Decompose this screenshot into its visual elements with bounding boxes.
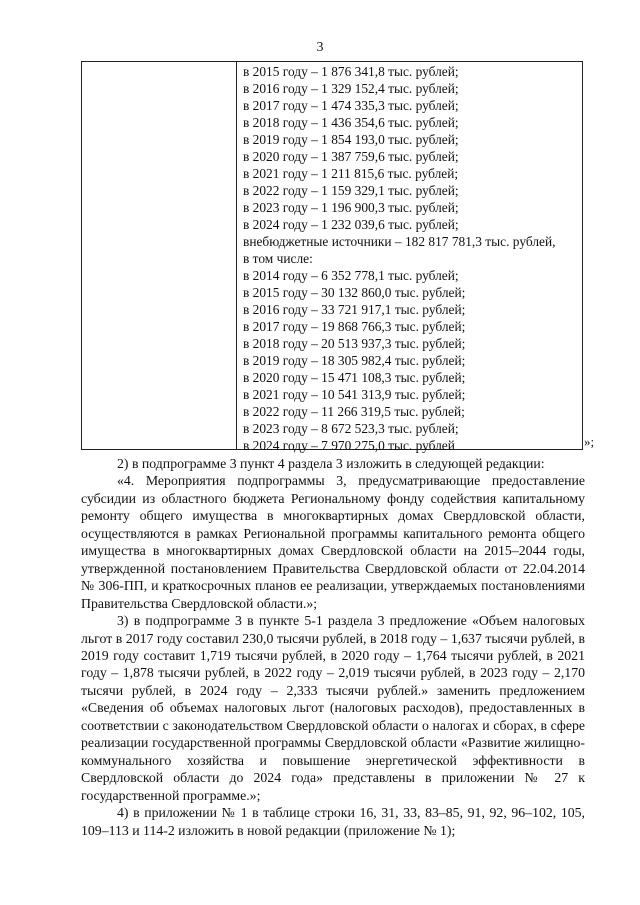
funding-line: в 2016 году – 1 329 152,4 тыс. рублей; — [243, 81, 459, 96]
funding-line: в 2016 году – 33 721 917,1 тыс. рублей; — [243, 302, 466, 317]
funding-table — [81, 61, 583, 453]
funding-line: в 2020 году – 15 471 108,3 тыс. рублей; — [243, 370, 466, 385]
funding-line: в 2022 году – 1 159 329,1 тыс. рублей; — [243, 183, 459, 198]
paragraph-4: «4. Мероприятия подпрограммы 3, предусматривающие предоставление субсидии из областного бюджета Региональному фонду содействия капитальному ремонту общего имущества в многоквартирных домах Свердловской области, осуществляются в рамках Региональной программы капитального ремонта общего имущества в многоквартирных домах Свердловской области на 2015–2044 годы, утвержденной постановлением Правительства Свердловской области от 22.04.2014 № 306-ПП, и краткосрочных планов ее реализации, утверждаемых постановлениями Правительства Свердловской области.»; — [81, 473, 585, 611]
funding-line: в 2024 году – 7 970 275,0 тыс. рублей — [243, 438, 455, 453]
funding-line: в 2021 году – 10 541 313,9 тыс. рублей; — [243, 387, 466, 402]
funding-line: в 2020 году – 1 387 759,6 тыс. рублей; — [243, 149, 459, 164]
funding-line: в 2015 году – 30 132 860,0 тыс. рублей; — [243, 285, 466, 300]
page-number: 3 — [316, 40, 324, 55]
funding-line: в 2024 году – 1 232 039,6 тыс. рублей; — [243, 217, 459, 232]
table-right-column — [243, 63, 579, 454]
funding-line: в 2019 году – 1 854 193,0 тыс. рублей; — [243, 132, 459, 147]
funding-line: в 2022 году – 11 266 319,5 тыс. рублей; — [243, 404, 465, 419]
paragraph-item-4: 4) в приложении № 1 в таблице строки 16, 31, 33, 83–85, 91, 92, 96–102, 105, 109–113 и 114-2 изложить в новой редакции (приложение № 1); — [81, 805, 585, 838]
funding-line: в 2023 году – 8 672 523,3 тыс. рублей; — [243, 421, 459, 436]
funding-line: в 2017 году – 19 868 766,3 тыс. рублей; — [243, 319, 466, 334]
funding-line: в 2023 году – 1 196 900,3 тыс. рублей; — [243, 200, 459, 215]
funding-line: в 2018 году – 20 513 937,3 тыс. рублей; — [243, 336, 466, 351]
funding-line: в 2015 году – 1 876 341,8 тыс. рублей; — [243, 64, 459, 79]
funding-line: внебюджетные источники – 182 817 781,3 тыс. рублей, — [243, 234, 556, 249]
funding-line: в 2014 году – 6 352 778,1 тыс. рублей; — [243, 268, 459, 283]
funding-line: в 2021 году – 1 211 815,6 тыс. рублей; — [243, 166, 459, 181]
document-body — [81, 455, 585, 839]
funding-line: в том числе: — [243, 251, 313, 266]
paragraph-2: 2) в подпрограмме 3 пункт 4 раздела 3 изложить в следующей редакции: — [117, 456, 545, 471]
paragraph-3: 3) в подпрограмме 3 в пункте 5-1 раздела 3 предложение «Объем налоговых льгот в 2017 году составил 230,0 тысячи рублей, в 2018 году – 1,637 тысячи рублей, в 2019 году составит 1,719 тысячи рублей, в 2020 году – 1,764 тысячи рублей, в 2021 году – 1,878 тысячи рублей, в 2022 году – 2,019 тысячи рублей, в 2023 году – 2,170 тысячи рублей, в 2024 году – 2,333 тысячи рублей.» заменить предложением «Сведения об объемах налоговых льгот (налоговых расходов), предоставленных в соответствии с законодательством Свердловской области о налогах и сборах, в сфере реализации государственной программы Свердловской области «Развитие жилищно-коммунального хозяйства и повышение энергетической эффективности в Свердловской области до 2024 года» представлены в приложении № 27 к государственной программе.»; — [81, 613, 585, 803]
table-left-column — [82, 62, 237, 449]
funding-line: в 2018 году – 1 436 354,6 тыс. рублей; — [243, 115, 459, 130]
table-closing-quote: »; — [584, 434, 595, 449]
funding-line: в 2019 году – 18 305 982,4 тыс. рублей; — [243, 353, 466, 368]
funding-line: в 2017 году – 1 474 335,3 тыс. рублей; — [243, 98, 459, 113]
